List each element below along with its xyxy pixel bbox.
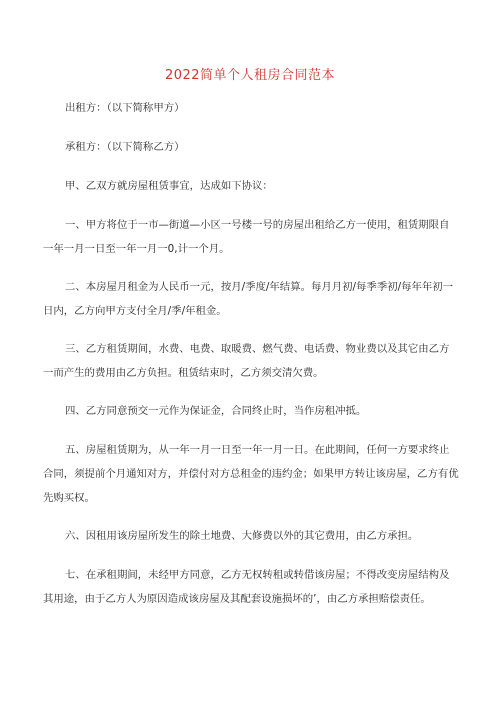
paragraph-clause-2: 二、本房屋月租金为人民币一元，按月/季度/年结算。每月月初/每季季初/每年年初一日内，乙方向甲方支付全月/季/年租金。	[43, 281, 454, 317]
paragraph-clause-7: 七、在承租期间，未经甲方同意，乙方无权转租或转借该房屋；不得改变房屋结构及其用途，由于乙方人为原因造成该房屋及其配套设施损坏的’，由乙方承担赔偿责任。	[43, 569, 450, 605]
paragraph-clause-3: 三、乙方租赁期间，水费、电费、取暖费、燃气费、电话费、物业费以及其它由乙方一而产生的费用由乙方负担。租赁结束时，乙方须交清欠费。	[43, 343, 450, 379]
paragraph-clause-6: 六、因租用该房屋所发生的除土地费、大修费以外的其它费用，由乙方承担。	[65, 530, 419, 542]
paragraph-lessee: 承租方：（以下简称乙方）	[65, 141, 185, 153]
document-title: 2022简单个人租房合同范本	[164, 68, 336, 83]
paragraph-clause-5: 五、房屋租赁期为，从一年一月一日至一年一月一日。在此期间，任何一方要求终止合同，须提前个月通知对方，并偿付对方总租金的违约金；如果甲方转让该房屋，乙方有优先购买权。	[43, 444, 459, 504]
paragraph-clause-4: 四、乙方同意预交一元作为保证金，合同终止时，当作房租冲抵。	[65, 405, 367, 417]
paragraph-agreement-intro: 甲、乙双方就房屋租赁事宜，达成如下协议：	[65, 180, 273, 192]
paragraph-lessor: 出租方：（以下简称甲方）	[65, 102, 185, 114]
paragraph-clause-1: 一、甲方将位于一市—街道—小区一号楼一号的房屋出租给乙方一使用，租赁期限自一年一月一日至一年一月一0,计一个月。	[43, 219, 450, 255]
